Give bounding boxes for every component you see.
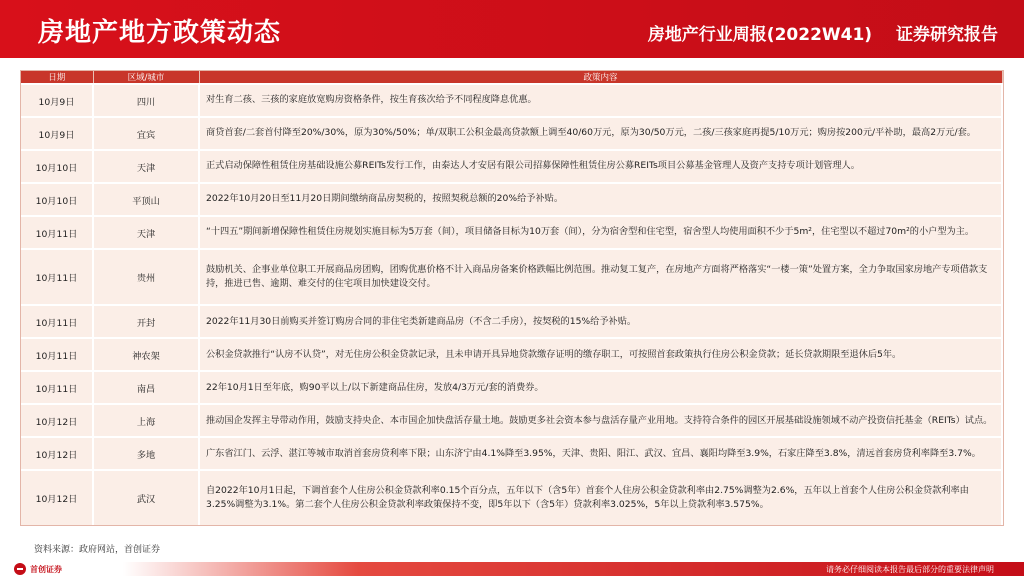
column-header-area: 区域/城市 bbox=[93, 71, 199, 84]
date-cell: 10月11日 bbox=[21, 305, 93, 338]
table-row bbox=[21, 305, 1002, 338]
area-cell: 四川 bbox=[93, 84, 199, 117]
policy-table bbox=[21, 71, 1003, 525]
area-cell: 神农架 bbox=[93, 338, 199, 371]
area-cell: 南昌 bbox=[93, 371, 199, 404]
policy-cell: “十四五”期间新增保障性租赁住房规划实施目标为5万套（间），项目储备目标为10万套（间），分为宿舍型和住宅型，宿舍型人均使用面积不少于5m²，住宅型以不超过70m²的小户型为主。 bbox=[199, 216, 1002, 249]
area-cell: 平顶山 bbox=[93, 183, 199, 216]
table-body bbox=[21, 84, 1002, 525]
area-cell: 宜宾 bbox=[93, 117, 199, 150]
header-bar bbox=[0, 0, 1024, 58]
date-cell: 10月12日 bbox=[21, 437, 93, 470]
date-cell: 10月9日 bbox=[21, 84, 93, 117]
column-header-policy: 政策内容 bbox=[199, 71, 1002, 84]
page-title: 房地产地方政策动态 bbox=[38, 18, 282, 48]
table-row bbox=[21, 117, 1002, 150]
column-header-date: 日期 bbox=[21, 71, 93, 84]
policy-cell: 公积金贷款推行“认房不认贷”，对无住房公积金贷款记录，且未申请开具异地贷款缴存证明的缴存职工，可按照首套政策执行住房公积金贷款；延长贷款期限至退休后5年。 bbox=[199, 338, 1002, 371]
policy-table-container bbox=[20, 70, 1004, 526]
date-cell: 10月12日 bbox=[21, 470, 93, 525]
policy-cell: 自2022年10月1日起，下调首套个人住房公积金贷款利率0.15个百分点，五年以下（含5年）首套个人住房公积金贷款利率由2.75%调整为2.6%，五年以上首套个人住房公积金贷款利率由3.25%调整为3.1%。第二套个人住房公积金贷款利率政策保持不变，即5年以下（含5年）贷款利率3.025%，5年以上贷款利率3.575%。 bbox=[199, 470, 1002, 525]
table-row bbox=[21, 404, 1002, 437]
policy-cell: 广东省江门、云浮、湛江等城市取消首套房贷利率下限；山东济宁由4.1%降至3.95%，天津、贵阳、阳江、武汉、宜昌、襄阳均降至3.9%，石家庄降至3.8%，清远首套房贷利率降至3.7%。 bbox=[199, 437, 1002, 470]
date-cell: 10月11日 bbox=[21, 249, 93, 305]
logo-icon bbox=[14, 563, 26, 575]
area-cell: 天津 bbox=[93, 150, 199, 183]
area-cell: 贵州 bbox=[93, 249, 199, 305]
policy-cell: 商贷首套/二套首付降至20%/30%，原为30%/50%；单/双职工公积金最高贷款额上调至40/60万元，原为30/50万元，二孩/三孩家庭再提5/10万元；购房按200元/平补助，最高2万元/套。 bbox=[199, 117, 1002, 150]
policy-cell: 2022年10月20日至11月20日期间缴纳商品房契税的，按照契税总额的20%给予补贴。 bbox=[199, 183, 1002, 216]
legal-disclaimer: 请务必仔细阅读本报告最后部分的重要法律声明 bbox=[826, 565, 994, 574]
company-logo bbox=[14, 563, 62, 575]
table-row bbox=[21, 338, 1002, 371]
date-cell: 10月12日 bbox=[21, 404, 93, 437]
policy-cell: 22年10月1日至年底，购90平以上/以下新建商品住房，发放4/3万元/套的消费券。 bbox=[199, 371, 1002, 404]
date-cell: 10月9日 bbox=[21, 117, 93, 150]
table-row bbox=[21, 84, 1002, 117]
logo-text: 首创证券 bbox=[30, 564, 62, 574]
area-cell: 天津 bbox=[93, 216, 199, 249]
policy-cell: 鼓励机关、企事业单位职工开展商品房团购，团购优惠价格不计入商品房备案价格跌幅比例范围。推动复工复产，在房地产方面将严格落实“一楼一策”处置方案，全力争取国家房地产专项借款支持，推进已售、逾期、难交付的住宅项目加快建设交付。 bbox=[199, 249, 1002, 305]
table-row bbox=[21, 150, 1002, 183]
date-cell: 10月11日 bbox=[21, 371, 93, 404]
table-row bbox=[21, 249, 1002, 305]
report-name: 房地产行业周报(2022W41) bbox=[647, 25, 873, 45]
policy-cell: 2022年11月30日前购买并签订购房合同的非住宅类新建商品房（不含二手房），按契税的15%给予补贴。 bbox=[199, 305, 1002, 338]
table-row bbox=[21, 183, 1002, 216]
table-row bbox=[21, 437, 1002, 470]
source-note: 资料来源：政府网站，首创证券 bbox=[34, 545, 161, 555]
date-cell: 10月11日 bbox=[21, 338, 93, 371]
policy-cell: 推动国企发挥主导带动作用，鼓励支持央企、本市国企加快盘活存量土地。鼓励更多社会资本参与盘活存量产业用地。支持符合条件的园区开展基础设施领域不动产投资信托基金（REITs）试点。 bbox=[199, 404, 1002, 437]
area-cell: 开封 bbox=[93, 305, 199, 338]
policy-cell: 对生育二孩、三孩的家庭放宽购房资格条件，按生育孩次给予不同程度降息优惠。 bbox=[199, 84, 1002, 117]
policy-cell: 正式启动保障性租赁住房基础设施公募REITs发行工作，由泰达人才安居有限公司招募保障性租赁住房公募REITs项目公募基金管理人及资产支持专项计划管理人。 bbox=[199, 150, 1002, 183]
date-cell: 10月10日 bbox=[21, 150, 93, 183]
date-cell: 10月11日 bbox=[21, 216, 93, 249]
table-row bbox=[21, 216, 1002, 249]
table-row bbox=[21, 371, 1002, 404]
area-cell: 多地 bbox=[93, 437, 199, 470]
table-row bbox=[21, 470, 1002, 525]
report-info bbox=[630, 20, 998, 45]
area-cell: 上海 bbox=[93, 404, 199, 437]
table-header-row bbox=[21, 71, 1002, 84]
report-type: 证券研究报告 bbox=[896, 25, 998, 45]
date-cell: 10月10日 bbox=[21, 183, 93, 216]
area-cell: 武汉 bbox=[93, 470, 199, 525]
